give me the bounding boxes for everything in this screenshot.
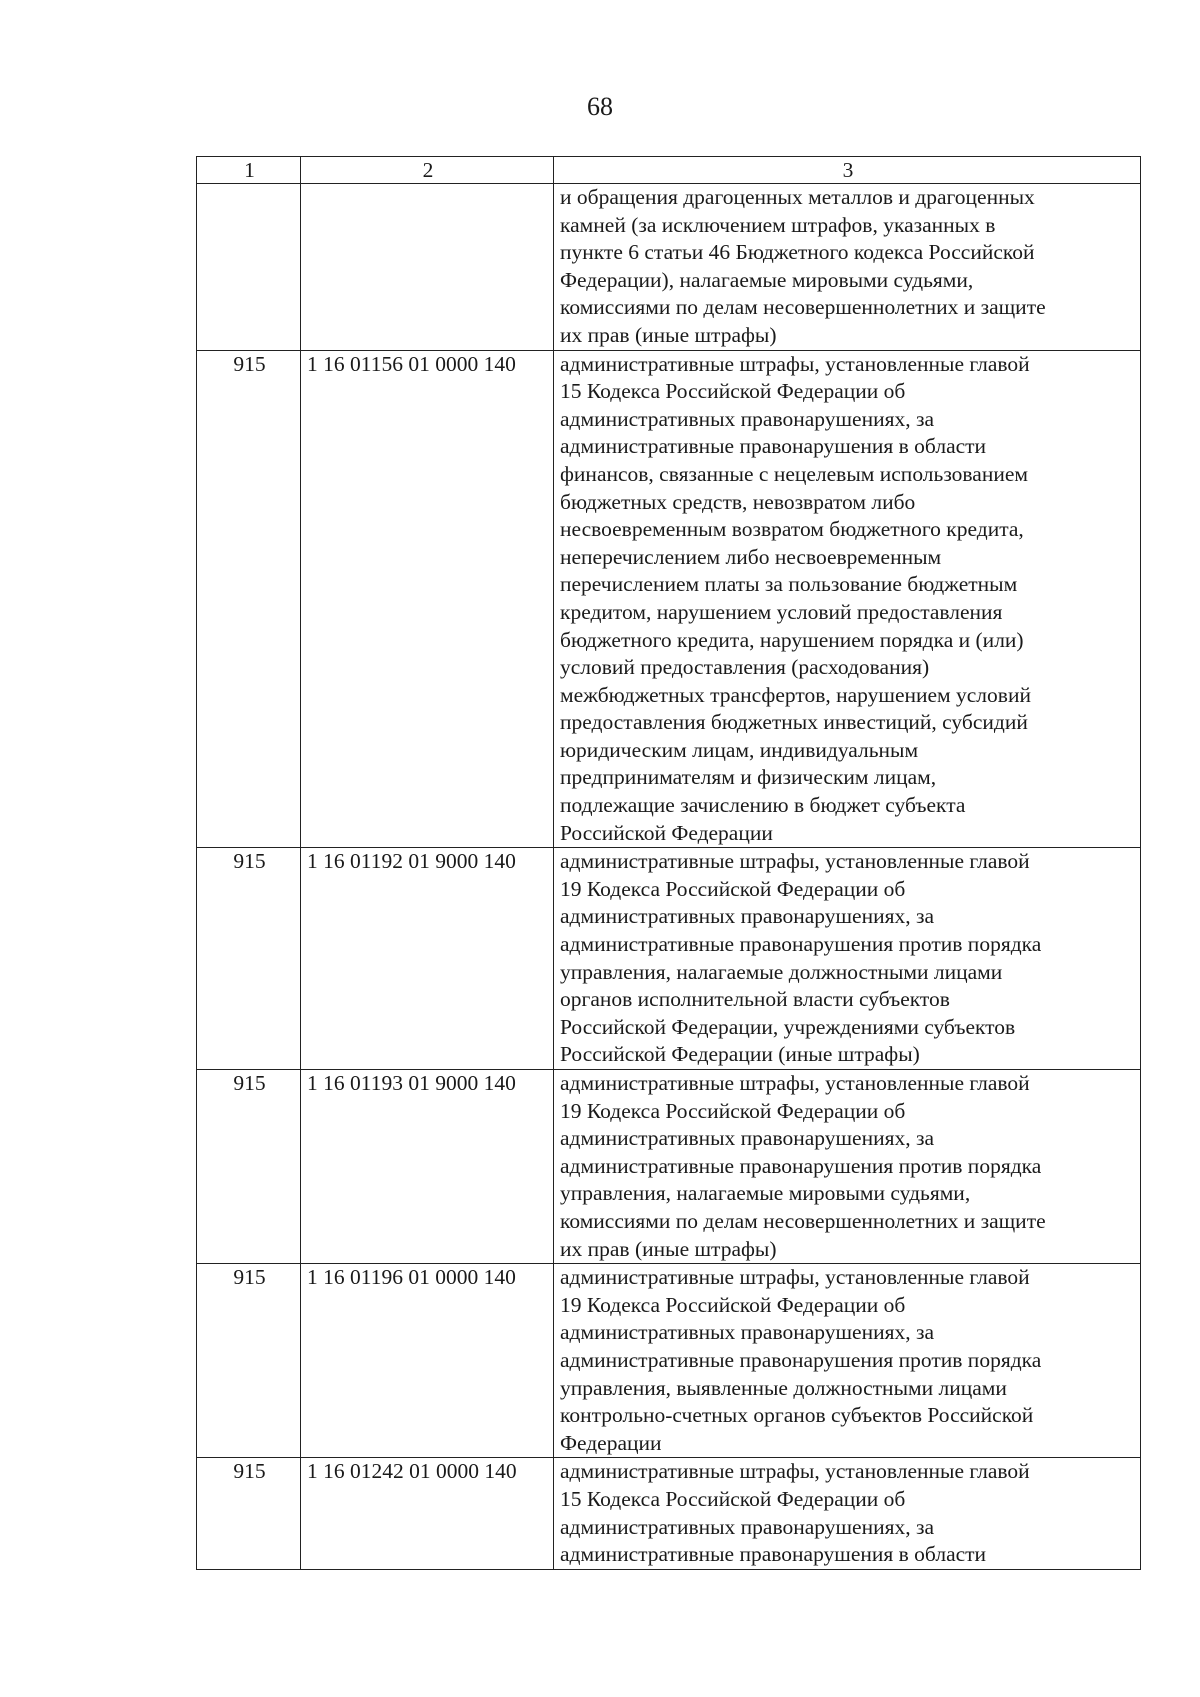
- budget-code-cell: 1 16 01242 01 0000 140: [301, 1458, 554, 1569]
- description-line: подлежащие зачислению в бюджет субъекта: [560, 793, 966, 818]
- description-cell: [554, 1070, 1141, 1264]
- description-line: управления, налагаемые должностными лицами: [560, 959, 1003, 984]
- table-row: [197, 184, 1141, 351]
- description-line: и обращения драгоценных металлов и драгоценных: [560, 185, 1035, 209]
- description-line: управления, налагаемые мировыми судьями,: [560, 1181, 971, 1206]
- budget-code-cell: 1 16 01156 01 0000 140: [301, 350, 554, 848]
- description-line: юридическим лицам, индивидуальным: [560, 737, 919, 762]
- table-row: [197, 1458, 1141, 1569]
- description-line: их прав (иные штрафы): [560, 322, 777, 347]
- description-line: комиссиями по делам несовершеннолетних и защите: [560, 1208, 1046, 1233]
- column-header-1: 1: [197, 157, 301, 184]
- table-row: [197, 1264, 1141, 1458]
- description-line: 19 Кодекса Российской Федерации об: [560, 1098, 906, 1123]
- column-header-3: 3: [554, 157, 1141, 184]
- description-cell: [554, 1458, 1141, 1569]
- table-row: [197, 1070, 1141, 1264]
- description-line: административных правонарушениях, за: [560, 1126, 935, 1151]
- description-line: предоставления бюджетных инвестиций, субсидий: [560, 710, 1028, 735]
- description-line: Российской Федерации (иные штрафы): [560, 1042, 920, 1067]
- budget-code-cell: [301, 184, 554, 351]
- description-line: 15 Кодекса Российской Федерации об: [560, 379, 906, 404]
- description-cell: [554, 1264, 1141, 1458]
- description-line: контрольно-счетных органов субъектов Российской: [560, 1403, 1034, 1428]
- description-line: административные правонарушения против порядка: [560, 932, 1042, 957]
- budget-code-cell: 1 16 01193 01 9000 140: [301, 1070, 554, 1264]
- description-line: камней (за исключением штрафов, указанных в: [560, 212, 996, 237]
- admin-code-cell: 915: [197, 350, 301, 848]
- description-line: 19 Кодекса Российской Федерации об: [560, 1292, 906, 1317]
- description-line: Федерации: [560, 1430, 662, 1455]
- description-line: перечислением платы за пользование бюджетным: [560, 572, 1018, 597]
- description-line: управления, выявленные должностными лицами: [560, 1375, 1007, 1400]
- description-line: административные правонарушения в области: [560, 434, 987, 459]
- description-line: административные правонарушения против порядка: [560, 1347, 1042, 1372]
- description-line: 19 Кодекса Российской Федерации об: [560, 876, 906, 901]
- description-line: административные правонарушения против порядка: [560, 1153, 1042, 1178]
- description-line: кредитом, нарушением условий предоставления: [560, 599, 1003, 624]
- description-line: административных правонарушениях, за: [560, 1514, 935, 1539]
- admin-code-cell: 915: [197, 1070, 301, 1264]
- description-line: Российской Федерации, учреждениями субъектов: [560, 1014, 1016, 1039]
- description-line: административных правонарушениях, за: [560, 406, 935, 431]
- description-line: органов исполнительной власти субъектов: [560, 987, 950, 1012]
- page-number: 68: [587, 92, 613, 121]
- description-cell: [554, 350, 1141, 848]
- description-line: пункте 6 статьи 46 Бюджетного кодекса Российской: [560, 240, 1035, 265]
- description-line: бюджетного кредита, нарушением порядка и (или): [560, 627, 1024, 652]
- admin-code-cell: [197, 184, 301, 351]
- description-line: межбюджетных трансфертов, нарушением условий: [560, 682, 1031, 707]
- table-row: [197, 848, 1141, 1070]
- description-line: административных правонарушениях, за: [560, 904, 935, 929]
- description-line: предпринимателям и физическим лицам,: [560, 765, 937, 790]
- description-line: неперечислением либо несвоевременным: [560, 544, 942, 569]
- admin-code-cell: 915: [197, 848, 301, 1070]
- column-header-2: 2: [301, 157, 554, 184]
- description-line: 15 Кодекса Российской Федерации об: [560, 1486, 906, 1511]
- description-line: Федерации), налагаемые мировыми судьями,: [560, 267, 974, 292]
- description-line: административные штрафы, установленные главой: [560, 1459, 1030, 1484]
- description-line: бюджетных средств, невозвратом либо: [560, 489, 916, 514]
- description-line: административные правонарушения в области: [560, 1542, 987, 1567]
- description-line: условий предоставления (расходования): [560, 655, 930, 680]
- budget-code-cell: 1 16 01196 01 0000 140: [301, 1264, 554, 1458]
- admin-code-cell: 915: [197, 1264, 301, 1458]
- description-cell: [554, 848, 1141, 1070]
- table-row: [197, 350, 1141, 848]
- admin-code-cell: 915: [197, 1458, 301, 1569]
- description-line: Российской Федерации: [560, 820, 773, 845]
- budget-code-cell: 1 16 01192 01 9000 140: [301, 848, 554, 1070]
- description-line: комиссиями по делам несовершеннолетних и защите: [560, 295, 1046, 320]
- description-cell: [554, 184, 1141, 351]
- description-line: административные штрафы, установленные главой: [560, 1265, 1030, 1290]
- budget-codes-table: [196, 156, 1141, 1570]
- table-header-row: [197, 157, 1141, 184]
- description-line: административные штрафы, установленные главой: [560, 351, 1030, 376]
- description-line: их прав (иные штрафы): [560, 1236, 777, 1261]
- description-line: несвоевременным возвратом бюджетного кредита,: [560, 517, 1024, 542]
- description-line: административные штрафы, установленные главой: [560, 1071, 1030, 1095]
- description-line: административных правонарушениях, за: [560, 1320, 935, 1345]
- description-line: административные штрафы, установленные главой: [560, 849, 1030, 874]
- description-line: финансов, связанные с нецелевым использованием: [560, 461, 1029, 486]
